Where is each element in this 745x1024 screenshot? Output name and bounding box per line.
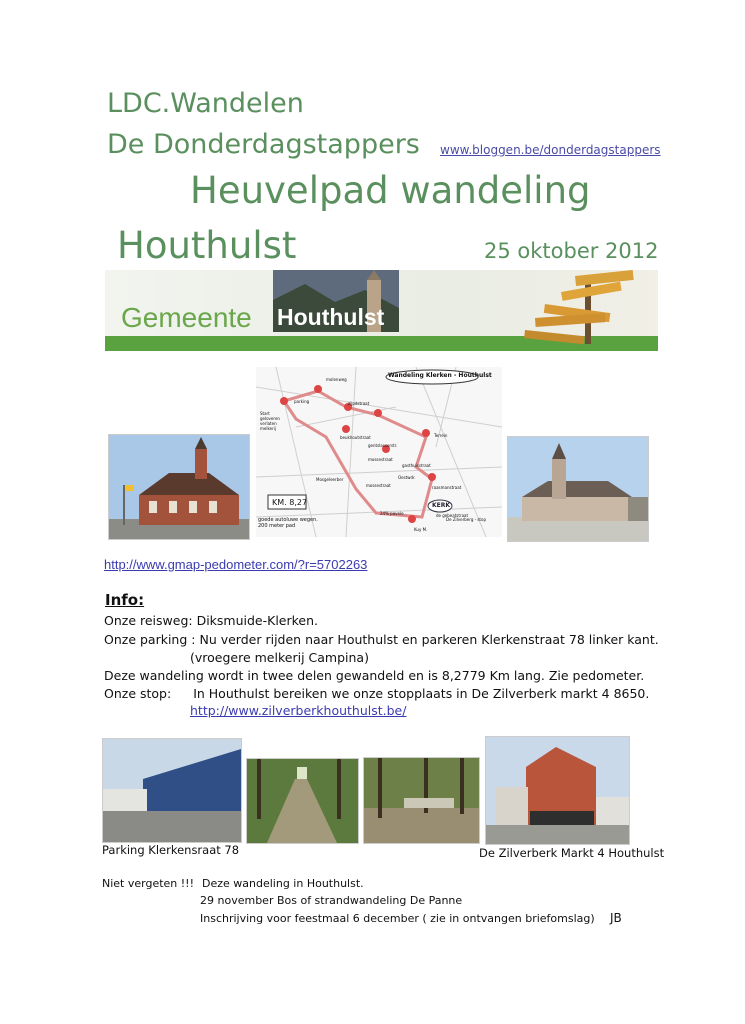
reminder-line-2: 29 november Bos of strandwandeling De Panne [200,894,463,907]
map-street-label: beukhoutstraat [340,435,371,440]
club-name: LDC.Wandelen [107,88,304,119]
map-street-label: raasmanstraat [432,485,462,490]
map-street-label: zijpdstraat [348,401,370,406]
info-row [104,685,649,702]
map-street-label: 24% pavele [380,511,404,516]
info-row: Deze wandeling wordt in twee delen gewandeld en is 8,2779 Km lang. Zie pedometer. [104,668,645,683]
gemeente-banner [105,270,658,351]
map-street-label: de gebeatstraat [436,513,469,518]
reminder-line-3: Inschrijving voor feestmaal 6 december ( zie in ontvangen briefomslag) [200,912,595,925]
map-note: goede autoluwe wegen. 200 meter pad [258,517,318,529]
map-km: KM. 8,27 [272,498,308,507]
banner-word-houthulst: Houthulst [277,304,385,330]
info-row [104,631,659,648]
pedometer-link[interactable]: http://www.gmap-pedometer.com/?r=5702263 [104,557,368,572]
church-photo [507,436,649,542]
map-kerk: KERK [432,502,451,509]
map-street-label: molenweg [326,377,347,382]
map-street-label: parking [294,399,310,404]
walk-date: 25 oktober 2012 [484,239,659,263]
forest-clearing-photo [363,757,480,844]
walk-place: Houthulst [117,224,297,267]
club-subname: De Donderdagstappers [107,129,420,160]
info-label: Onze stop: [104,686,172,701]
map-start-note: Start geloveren verlaten melkerij [260,411,280,431]
zilverberk-caption: De Zilverberk Markt 4 Houthulst [479,846,665,860]
info-label: Onze reisweg: [104,613,193,628]
blog-link[interactable]: www.bloggen.be/donderdagstappers [440,143,661,157]
map-street-label: Mosgeleerber [316,477,344,482]
zilverberk-photo [485,736,630,845]
map-street-label: Terrein [434,433,448,438]
info-text: Diksmuide-Klerken. [196,613,319,628]
info-heading: Info: [105,591,145,609]
reminder-line-1: Deze wandeling in Houthulst. [202,877,364,890]
info-text: In Houthulst bereiken we onze stopplaats in De Zilverberk markt 4 8650. [193,686,650,701]
reminder-label: Niet vergeten !!! [102,877,194,890]
town-hall-photo [108,434,250,540]
banner-word-gemeente: Gemeente [121,302,252,333]
map-street-label: Kuy M. [414,527,428,532]
forest-path-photo [246,758,359,844]
map-street-label: mossestraat [366,483,391,488]
route-map [256,367,502,537]
map-street-label: gasthuisstraat [402,463,431,468]
author-initials: JB [610,911,622,925]
walk-title: Heuvelpad wandeling [190,169,591,212]
info-row [104,612,318,629]
parking-photo [102,738,242,843]
info-row: (vroegere melkerij Campina) [190,650,369,665]
map-street-label: De Zilverberg - stop [446,517,486,522]
info-text: Nu verder rijden naar Houthulst en parkeren Klerkenstraat 78 linker kant. [199,632,659,647]
map-street-label: mossestraat [368,457,393,462]
zilverberk-link[interactable]: http://www.zilverberkhouthulst.be/ [190,703,407,718]
map-street-label: gentslasserstr. [368,443,398,448]
parking-caption: Parking Klerkensraat 78 [102,843,240,857]
info-label: Onze parking : [104,632,196,647]
map-title: Wandeling Klerken - Houthulst [388,372,492,379]
map-street-label: Oestwdr. [398,475,416,480]
